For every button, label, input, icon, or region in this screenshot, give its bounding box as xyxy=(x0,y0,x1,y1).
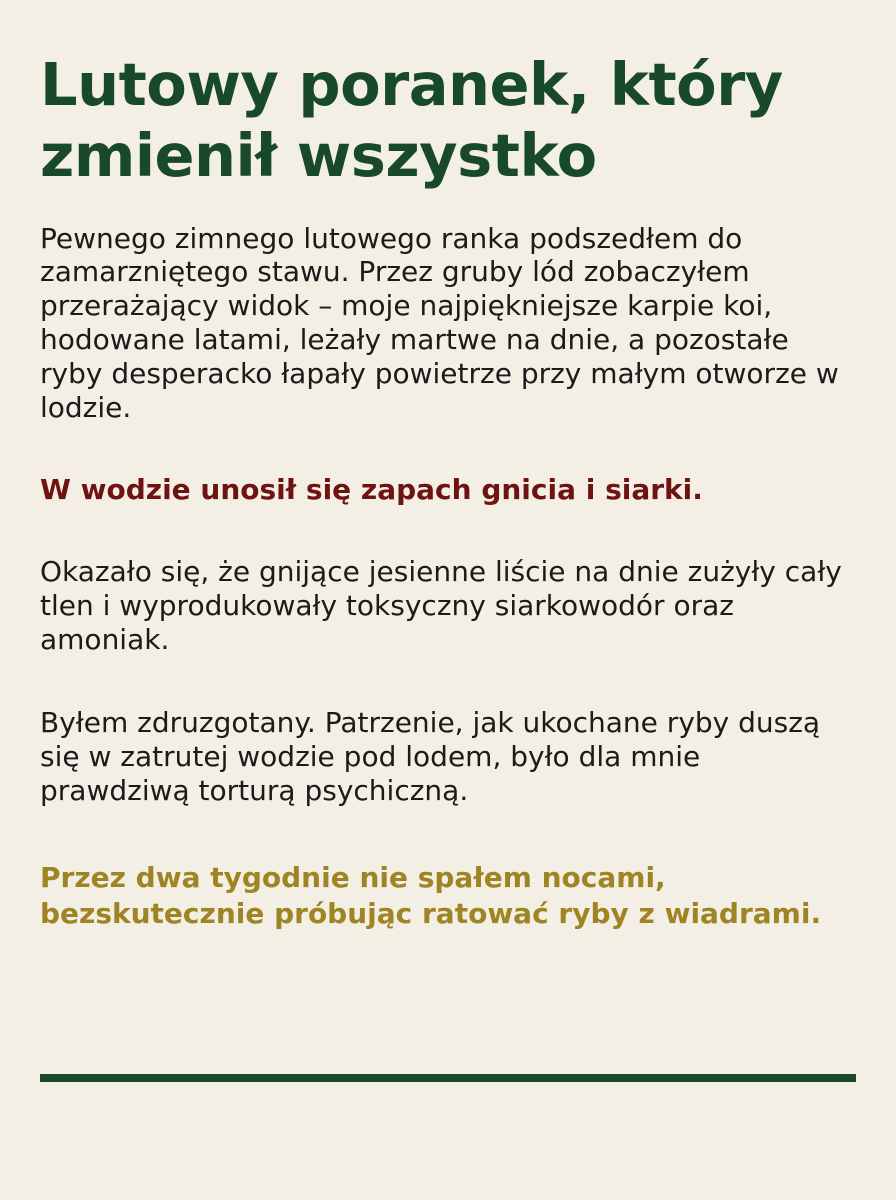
article-title: Lutowy poranek, który zmienił wszystko xyxy=(40,50,783,190)
paragraph-intro: Pewnego zimnego lutowego ranka podszedłem do zamarzniętego stawu. Przez gruby lód zobaczyłem przerażający widok – moje najpiękniejsze karpie koi, hodowane latami, leżały martwe na dnie, a pozostałe ryby desperacko łapały powietrze przy małym otworze w lodzie. xyxy=(40,221,839,424)
paragraph-cause: Okazało się, że gnijące jesienne liście na dnie zużyły cały tlen i wyprodukowały toksyczny siarkowodór oraz amoniak. xyxy=(40,555,842,657)
highlight-sentence: W wodzie unosił się zapach gnicia i siarki. xyxy=(40,472,703,506)
section-divider xyxy=(40,1074,856,1082)
closing-statement: Przez dwa tygodnie nie spałem nocami, bezskutecznie próbując ratować ryby z wiadrami. xyxy=(40,860,822,931)
paragraph-feelings: Byłem zdruzgotany. Patrzenie, jak ukochane ryby duszą się w zatrutej wodzie pod lodem, było dla mnie prawdziwą torturą psychiczną. xyxy=(40,706,821,807)
